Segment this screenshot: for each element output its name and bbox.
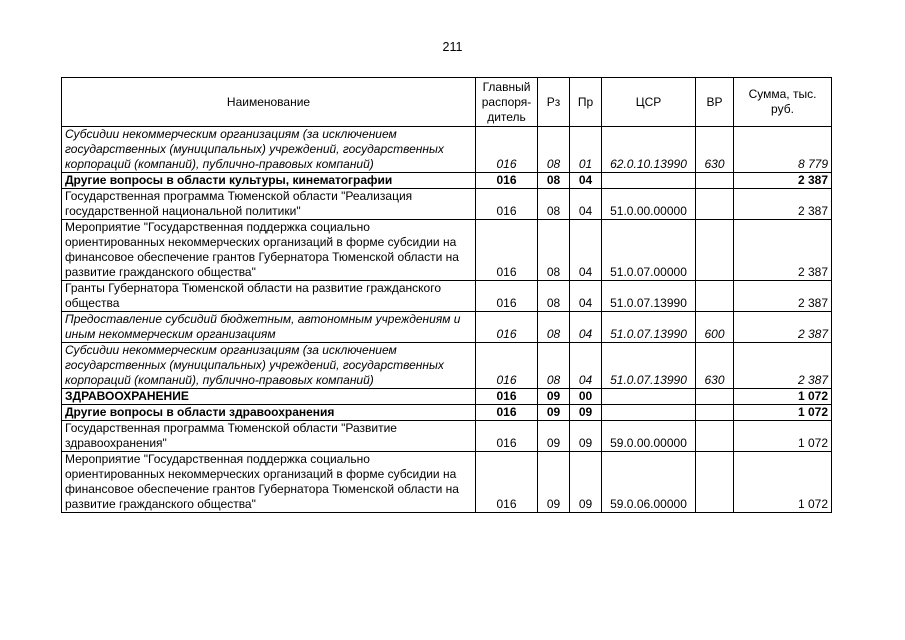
cell-pr: 04 bbox=[570, 220, 602, 281]
cell-csr: 51.0.07.13990 bbox=[602, 343, 696, 389]
cell-pr: 09 bbox=[570, 452, 602, 513]
cell-vr: 630 bbox=[696, 343, 734, 389]
cell-grbs: 016 bbox=[476, 281, 538, 312]
cell-vr: 630 bbox=[696, 127, 734, 173]
cell-name: Субсидии некоммерческим организациям (за исключением государственных (муниципальных) учреждений, государственных корпораций (компаний), публично-правовых компаний) bbox=[62, 343, 476, 389]
header-rz: Рз bbox=[538, 78, 570, 127]
cell-name: Другие вопросы в области здравоохранения bbox=[62, 405, 476, 421]
cell-vr bbox=[696, 421, 734, 452]
cell-vr bbox=[696, 389, 734, 405]
header-vr: ВР bbox=[696, 78, 734, 127]
table-row bbox=[62, 281, 832, 312]
cell-grbs: 016 bbox=[476, 421, 538, 452]
cell-pr: 09 bbox=[570, 421, 602, 452]
cell-csr: 62.0.10.13990 bbox=[602, 127, 696, 173]
cell-rz: 09 bbox=[538, 405, 570, 421]
cell-grbs: 016 bbox=[476, 220, 538, 281]
cell-rz: 08 bbox=[538, 220, 570, 281]
cell-pr: 04 bbox=[570, 173, 602, 189]
table-row bbox=[62, 189, 832, 220]
cell-vr bbox=[696, 189, 734, 220]
cell-sum: 2 387 bbox=[734, 343, 832, 389]
cell-vr bbox=[696, 452, 734, 513]
cell-sum: 2 387 bbox=[734, 173, 832, 189]
cell-csr: 59.0.00.00000 bbox=[602, 421, 696, 452]
cell-csr: 51.0.00.00000 bbox=[602, 189, 696, 220]
cell-csr: 51.0.07.00000 bbox=[602, 220, 696, 281]
cell-csr: 59.0.06.00000 bbox=[602, 452, 696, 513]
table-row bbox=[62, 452, 832, 513]
cell-sum: 1 072 bbox=[734, 405, 832, 421]
cell-vr bbox=[696, 281, 734, 312]
table-row bbox=[62, 421, 832, 452]
cell-name: Мероприятие "Государственная поддержка социально ориентированных некоммерческих организаций в форме субсидии на финансовое обеспечение грантов Губернатора Тюменской области на развитие гражданского общества" bbox=[62, 452, 476, 513]
cell-name: ЗДРАВООХРАНЕНИЕ bbox=[62, 389, 476, 405]
cell-grbs: 016 bbox=[476, 405, 538, 421]
cell-pr: 04 bbox=[570, 189, 602, 220]
cell-rz: 08 bbox=[538, 312, 570, 343]
header-pr: Пр bbox=[570, 78, 602, 127]
cell-grbs: 016 bbox=[476, 189, 538, 220]
table-row bbox=[62, 343, 832, 389]
cell-pr: 04 bbox=[570, 343, 602, 389]
cell-grbs: 016 bbox=[476, 389, 538, 405]
cell-sum: 1 072 bbox=[734, 389, 832, 405]
cell-sum: 2 387 bbox=[734, 312, 832, 343]
cell-sum: 2 387 bbox=[734, 220, 832, 281]
header-csr: ЦСР bbox=[602, 78, 696, 127]
cell-pr: 09 bbox=[570, 405, 602, 421]
table-header-row bbox=[62, 78, 832, 127]
cell-csr bbox=[602, 173, 696, 189]
cell-name: Предоставление субсидий бюджетным, автономным учреждениям и иным некоммерческим организациям bbox=[62, 312, 476, 343]
cell-rz: 09 bbox=[538, 389, 570, 405]
cell-name: Субсидии некоммерческим организациям (за исключением государственных (муниципальных) учреждений, государственных корпораций (компаний), публично-правовых компаний) bbox=[62, 127, 476, 173]
cell-vr bbox=[696, 173, 734, 189]
cell-csr bbox=[602, 389, 696, 405]
cell-name: Государственная программа Тюменской области "Реализация государственной национальной политики" bbox=[62, 189, 476, 220]
cell-rz: 09 bbox=[538, 452, 570, 513]
cell-rz: 08 bbox=[538, 281, 570, 312]
page-number: 211 bbox=[442, 40, 463, 54]
cell-csr bbox=[602, 405, 696, 421]
cell-grbs: 016 bbox=[476, 343, 538, 389]
cell-rz: 08 bbox=[538, 173, 570, 189]
cell-grbs: 016 bbox=[476, 312, 538, 343]
cell-sum: 1 072 bbox=[734, 421, 832, 452]
table-row bbox=[62, 127, 832, 173]
cell-name: Другие вопросы в области культуры, кинематографии bbox=[62, 173, 476, 189]
table-row bbox=[62, 173, 832, 189]
cell-name: Гранты Губернатора Тюменской области на развитие гражданского общества bbox=[62, 281, 476, 312]
cell-sum: 2 387 bbox=[734, 281, 832, 312]
header-sum: Сумма, тыс. руб. bbox=[734, 78, 832, 127]
cell-sum: 2 387 bbox=[734, 189, 832, 220]
table-row bbox=[62, 220, 832, 281]
cell-vr bbox=[696, 220, 734, 281]
cell-csr: 51.0.07.13990 bbox=[602, 312, 696, 343]
cell-rz: 09 bbox=[538, 421, 570, 452]
cell-pr: 00 bbox=[570, 389, 602, 405]
cell-pr: 01 bbox=[570, 127, 602, 173]
cell-vr: 600 bbox=[696, 312, 734, 343]
cell-grbs: 016 bbox=[476, 452, 538, 513]
cell-name: Мероприятие "Государственная поддержка социально ориентированных некоммерческих организаций в форме субсидии на финансовое обеспечение грантов Губернатора Тюменской области на развитие гражданского общества" bbox=[62, 220, 476, 281]
cell-pr: 04 bbox=[570, 281, 602, 312]
cell-rz: 08 bbox=[538, 343, 570, 389]
table-row bbox=[62, 312, 832, 343]
cell-rz: 08 bbox=[538, 127, 570, 173]
cell-grbs: 016 bbox=[476, 173, 538, 189]
table-row bbox=[62, 389, 832, 405]
cell-pr: 04 bbox=[570, 312, 602, 343]
budget-table bbox=[61, 77, 832, 513]
table-row bbox=[62, 405, 832, 421]
cell-grbs: 016 bbox=[476, 127, 538, 173]
cell-csr: 51.0.07.13990 bbox=[602, 281, 696, 312]
cell-vr bbox=[696, 405, 734, 421]
cell-sum: 1 072 bbox=[734, 452, 832, 513]
header-grbs: Главный распоря-дитель bbox=[476, 78, 538, 127]
cell-sum: 8 779 bbox=[734, 127, 832, 173]
cell-rz: 08 bbox=[538, 189, 570, 220]
cell-name: Государственная программа Тюменской области "Развитие здравоохранения" bbox=[62, 421, 476, 452]
header-name: Наименование bbox=[62, 78, 476, 127]
